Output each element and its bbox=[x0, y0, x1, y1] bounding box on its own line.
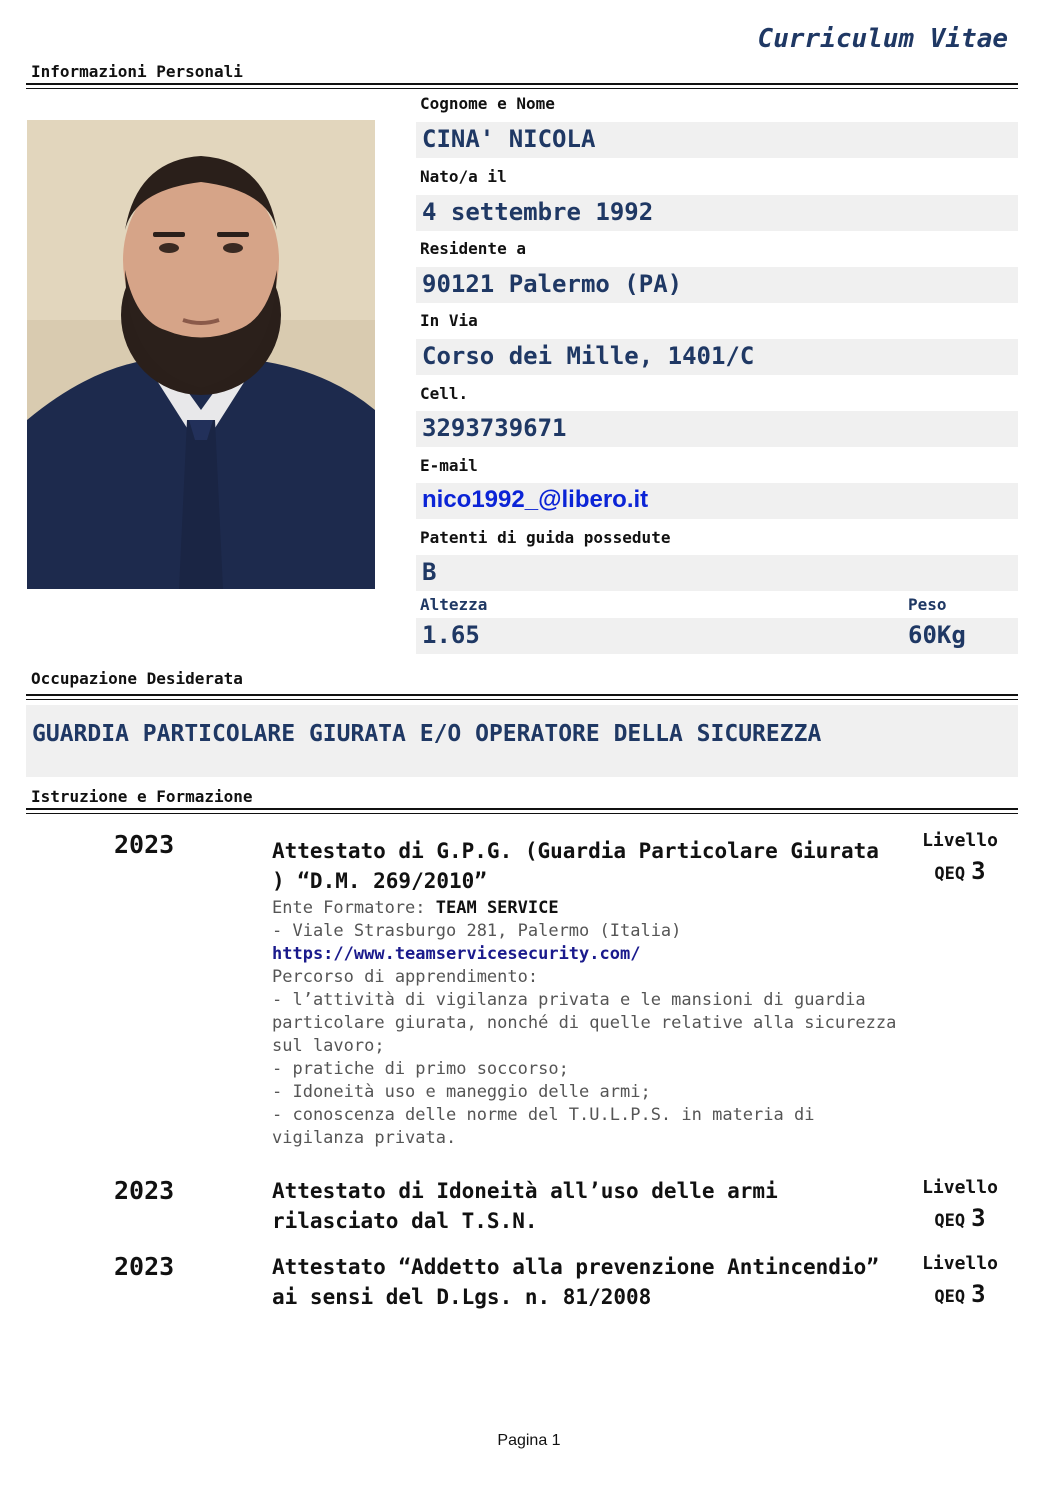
learning-path-label: Percorso di apprendimento: bbox=[272, 967, 539, 987]
level-value: 3 bbox=[971, 857, 986, 885]
weight-value: 60Kg bbox=[908, 621, 966, 649]
street-label: In Via bbox=[420, 311, 478, 330]
height-value: 1.65 bbox=[422, 621, 480, 649]
education-year: 2023 bbox=[114, 830, 175, 859]
ente-address: - Viale Strasburgo 281, Palermo (Italia) bbox=[272, 921, 682, 941]
level-value: 3 bbox=[971, 1204, 986, 1232]
name-field bbox=[416, 122, 1018, 158]
phone-value: 3293739671 bbox=[422, 414, 567, 442]
ente-website-link[interactable]: https://www.teamservicesecurity.com/ bbox=[272, 944, 641, 964]
phone-label: Cell. bbox=[420, 384, 469, 403]
education-level bbox=[906, 1249, 1014, 1312]
cv-title: Curriculum Vitae bbox=[757, 24, 1008, 54]
section-title-education: Istruzione e Formazione bbox=[31, 787, 253, 806]
license-field bbox=[416, 555, 1018, 591]
section-divider bbox=[26, 808, 1018, 814]
qeq-label: QEQ bbox=[934, 1287, 966, 1307]
phone-field bbox=[416, 411, 1018, 447]
license-label: Patenti di guida possedute bbox=[420, 528, 671, 547]
education-title: Attestato di Idoneità all’uso delle armi rilasciato dal T.S.N. bbox=[272, 1179, 778, 1233]
weight-label: Peso bbox=[908, 595, 947, 614]
occupation-box bbox=[26, 705, 1018, 777]
education-title: Attestato “Addetto alla prevenzione Antincendio” ai sensi del D.Lgs. n. 81/2008 bbox=[272, 1255, 879, 1309]
email-label: E-mail bbox=[420, 456, 478, 475]
education-year: 2023 bbox=[114, 1176, 175, 1205]
page-number: Pagina 1 bbox=[497, 1432, 561, 1449]
birth-value: 4 settembre 1992 bbox=[422, 198, 654, 226]
profile-photo bbox=[27, 120, 375, 589]
residence-field bbox=[416, 267, 1018, 303]
education-level bbox=[906, 1173, 1014, 1236]
street-value: Corso dei Mille, 1401/C bbox=[422, 342, 755, 370]
occupation-text: GUARDIA PARTICOLARE GIURATA E/O OPERATORE DELLA SICUREZZA bbox=[32, 721, 822, 747]
level-label: Livello bbox=[922, 830, 998, 851]
education-level bbox=[906, 826, 1014, 889]
section-divider bbox=[26, 83, 1018, 89]
section-title-personal: Informazioni Personali bbox=[31, 62, 243, 81]
education-details bbox=[272, 897, 912, 1150]
ente-value: TEAM SERVICE bbox=[435, 898, 559, 918]
birth-field bbox=[416, 195, 1018, 231]
email-link[interactable]: nico1992_@libero.it bbox=[422, 486, 649, 513]
level-label: Livello bbox=[922, 1253, 998, 1274]
residence-value: 90121 Palermo (PA) bbox=[422, 270, 683, 298]
education-title: Attestato di G.P.G. (Guardia Particolare Giurata ) “D.M. 269/2010” bbox=[272, 839, 879, 893]
qeq-label: QEQ bbox=[934, 864, 966, 884]
name-label: Cognome e Nome bbox=[420, 94, 555, 113]
learning-path-items: - l’attività di vigilanza privata e le mansioni di guardia particolare giurata, nonché di quelle relative alla sicurezza sul lavoro; - pratiche di primo soccorso; - Idoneità uso e maneggio delle armi; - conoscenza delle norme del T.U.L.P.S. in materia di vigilanza privata. bbox=[272, 990, 897, 1148]
birth-label: Nato/a il bbox=[420, 167, 507, 186]
section-divider bbox=[26, 694, 1018, 700]
ente-label: Ente Formatore: bbox=[272, 898, 436, 918]
name-value: CINA' NICOLA bbox=[422, 125, 596, 153]
education-year: 2023 bbox=[114, 1252, 175, 1281]
license-value: B bbox=[422, 558, 437, 586]
section-title-occupation: Occupazione Desiderata bbox=[31, 669, 243, 688]
email-field bbox=[416, 483, 1018, 519]
level-label: Livello bbox=[922, 1177, 998, 1198]
qeq-label: QEQ bbox=[934, 1211, 966, 1231]
height-weight-field bbox=[416, 618, 1018, 654]
height-label: Altezza bbox=[420, 595, 488, 614]
level-value: 3 bbox=[971, 1280, 986, 1308]
street-field bbox=[416, 339, 1018, 375]
residence-label: Residente a bbox=[420, 239, 526, 258]
